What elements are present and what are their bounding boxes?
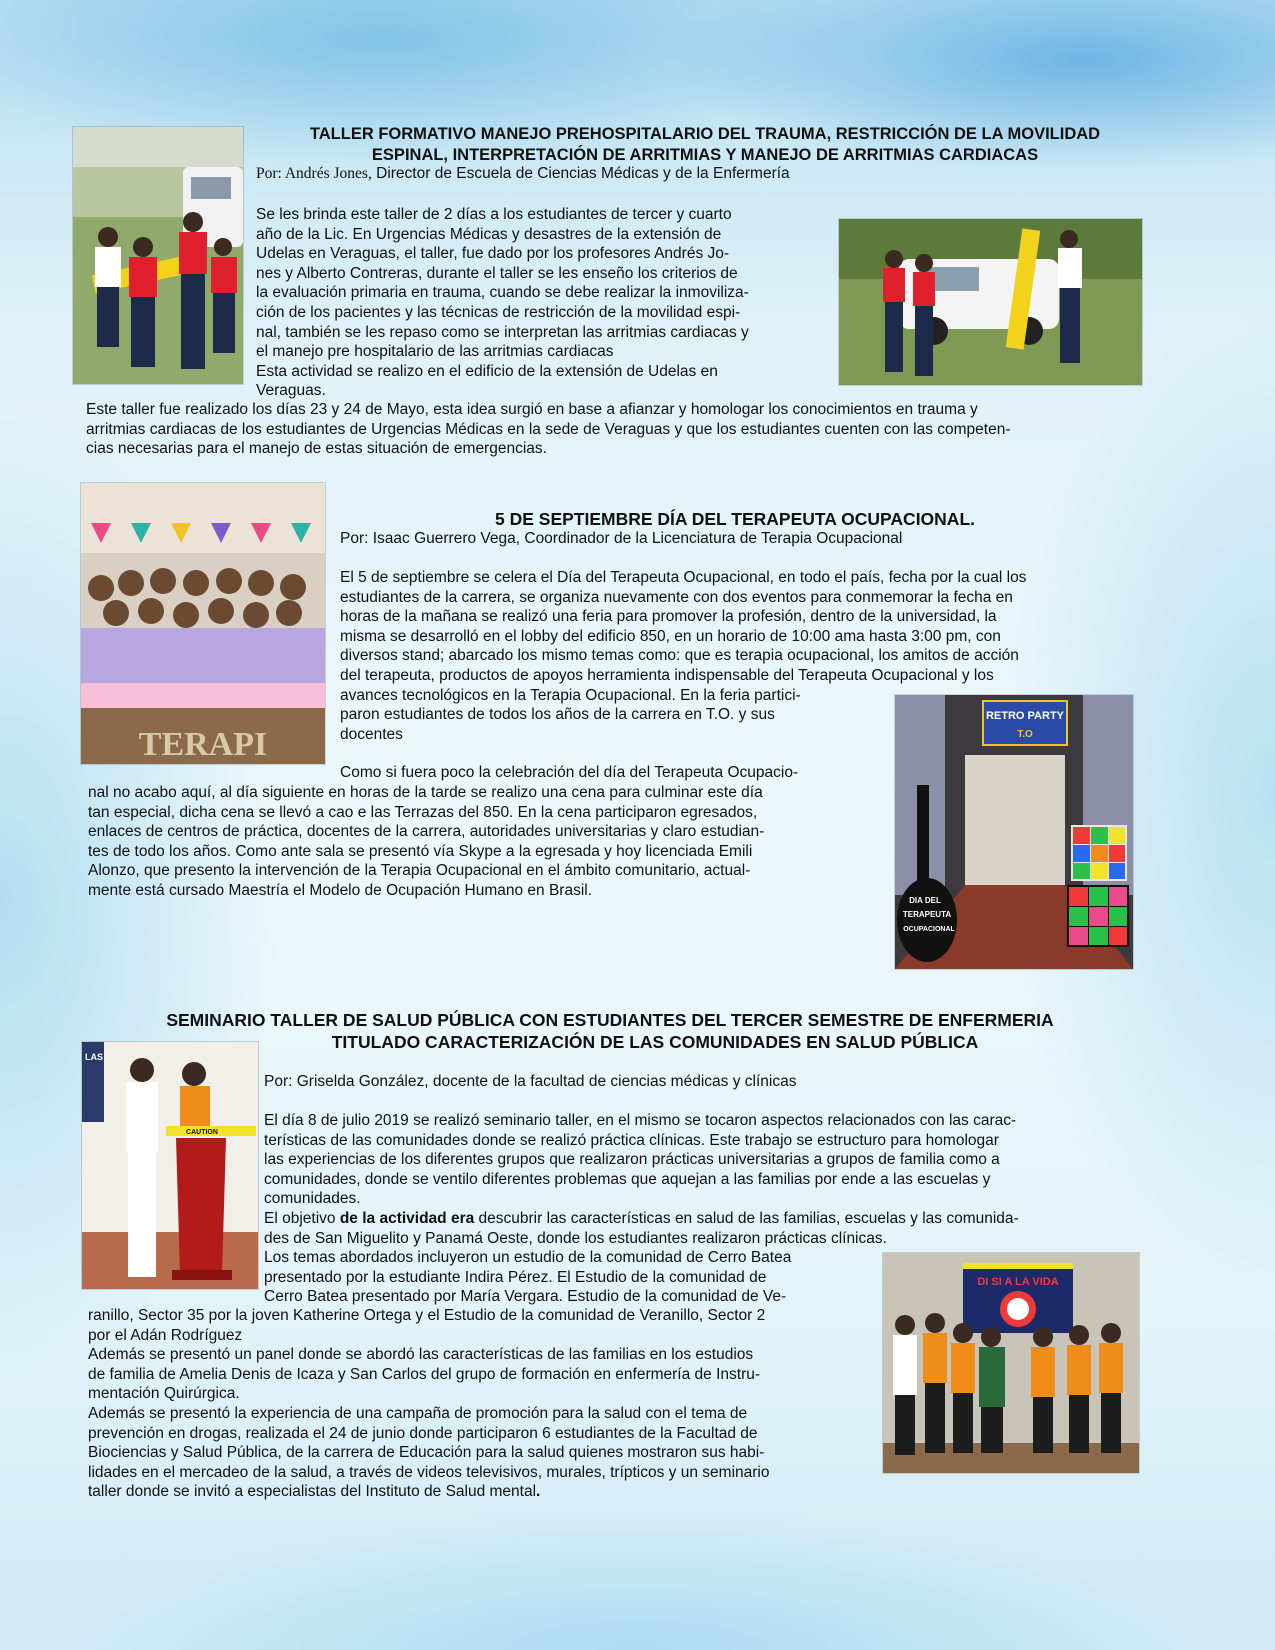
article1-paragraph-1 — [256, 205, 824, 401]
text-line: Además se presentó la experiencia de una campaña de promoción para la salud con el tema de — [88, 1404, 748, 1422]
text-line: ranillo, Sector 35 por la joven Katherine Ortega y el Estudio de la comunidad de Veranillo, Sector 2 — [88, 1307, 766, 1324]
photo-banner-text: TERAPI — [138, 726, 268, 763]
article1-title-line1: TALLER FORMATIVO MANEJO PREHOSPITALARIO DEL TRAUMA, RESTRICCIÓN DE LA MOVILIDAD — [309, 125, 1101, 143]
article1-byline-author: Por: Andrés Jones, — [256, 165, 372, 182]
text-line: comunidades. — [264, 1190, 361, 1208]
photo-retro-party-hall — [894, 694, 1134, 970]
article3-paragraph-2-top — [264, 1248, 876, 1307]
text-line: Los temas abordados incluyeron un estudio de la comunidad de Cerro Batea — [264, 1249, 792, 1266]
text-line: tan especial, dicha cena se llevó a cao e las Terrazas del 850. En la cena participaron egresados, — [88, 803, 758, 821]
text-line: Además se presentó un panel donde se abordó las características de las familias en los estudios — [88, 1346, 754, 1364]
text-line: des de San Miguelito y Panamá Oeste, donde los estudiantes realizaron prácticas clínicas. — [264, 1229, 887, 1247]
text-line: diversos stand; abarcado los mismo temas como: que es terapia ocupacional, los amitos de acción — [340, 647, 1019, 665]
text-line: terísticas de las comunidades donde se realizó práctica clínicas. Este trabajo se estructuro para homologar — [264, 1131, 999, 1149]
text-line: nal no acabo aquí, al día siguiente en horas de la tarde se realizo una cena para culminar este día — [88, 784, 763, 801]
text-line: horas de la mañana se realizó una feria para promover la profesión, dentro de la universidad, la — [340, 608, 997, 626]
text-line: Veraguas. — [256, 382, 326, 400]
text-line: El día 8 de julio 2019 se realizó seminario taller, en el mismo se tocaron aspectos relacionados con las carac- — [264, 1112, 1017, 1129]
objective-suffix: descubrir las características en salud de las familias, escuelas y las comunida- — [474, 1209, 1019, 1227]
article1-byline — [256, 164, 956, 184]
photo-wall-text: LAS — [85, 1052, 103, 1062]
article3-paragraph-1 — [264, 1111, 1134, 1248]
objective-bold: de la actividad era — [339, 1209, 475, 1227]
photo-sign-text: RETRO PARTY — [985, 710, 1065, 722]
text-line: nal, también se les repaso como se interpretan las arritmias cardiacas y — [256, 323, 749, 341]
text-line: Como si fuera poco la celebración del día del Terapeuta Ocupacio- — [340, 764, 799, 781]
photo-caution-tape: CAUTION — [186, 1129, 218, 1136]
photo-mural-text: DI SI A LA VIDA — [977, 1276, 1059, 1288]
article3-paragraph-2 — [88, 1306, 876, 1502]
photo-trauma-stretcher — [72, 126, 244, 385]
article2-byline: Por: Isaac Guerrero Vega, Coordinador de la Licenciatura de Terapia Ocupacional — [340, 530, 903, 547]
photo-guitar-line2: TERAPEUTA — [902, 910, 952, 919]
photo-sign-sub: T.O — [1017, 729, 1033, 740]
article2-title: 5 DE SEPTIEMBRE DÍA DEL TERAPEUTA OCUPACIONAL. — [495, 509, 975, 529]
article3-title-line2: TITULADO CARACTERIZACIÓN DE LAS COMUNIDADES EN SALUD PÚBLICA — [331, 1032, 979, 1052]
objective-prefix: El objetivo — [264, 1209, 340, 1227]
photo-trauma-car-extraction — [838, 218, 1143, 386]
photo-guitar-line3: OCUPACIONAL — [903, 926, 955, 933]
text-line: el manejo pre hospitalario de las arritmias cardiacas — [256, 343, 614, 361]
text-line: comunidades, donde se ventilo diferentes problemas que aquejan a las familias por ende a las escuelas y — [264, 1170, 991, 1188]
text-line: las experiencias de los diferentes grupos que realizaron prácticas universitarias a grupos de familia como a — [264, 1151, 1000, 1169]
text-line: año de la Lic. En Urgencias Médicas y desastres de la extensión de — [256, 225, 722, 243]
article1-byline-role: Director de Escuela de Ciencias Médicas y de la Enfermería — [371, 165, 790, 182]
text-line: enlaces de centros de práctica, docentes de la carrera, autoridades universitarias y claro estudian- — [88, 823, 765, 841]
last-line-dot: . — [536, 1483, 541, 1501]
text-line: avances tecnológicos en la Terapia Ocupacional. En la feria partici- — [340, 686, 801, 704]
text-line: Se les brinda este taller de 2 días a los estudiantes de tercer y cuarto — [256, 206, 732, 223]
photo-seminar-podium — [81, 1041, 259, 1290]
photo-health-campaign-group — [882, 1252, 1140, 1474]
text-line: prevención en drogas, realizada el 24 de junio donde participaron 6 estudiantes de la Facultad de — [88, 1424, 758, 1442]
article1-title — [250, 124, 1160, 166]
text-line: Este taller fue realizado los días 23 y 24 de Mayo, esta idea surgió en base a afianzar y homologar los conocimientos en trauma y — [86, 401, 978, 418]
article2-paragraph-2 — [88, 783, 880, 901]
text-line: la evaluación primaria en trauma, cuando se debe realizar la inmoviliza- — [256, 284, 749, 302]
article1-title-line2: ESPINAL, INTERPRETACIÓN DE ARRITMIAS Y MANEJO DE ARRITMIAS CARDIACAS — [371, 146, 1039, 164]
photo-guitar-line1: DIA DEL — [909, 896, 941, 905]
article3-byline: Por: Griselda González, docente de la facultad de ciencias médicas y clínicas — [264, 1073, 797, 1090]
text-line: presentado por la estudiante Indira Pérez. El Estudio de la comunidad de — [264, 1268, 767, 1286]
text-line — [88, 1482, 876, 1502]
photo-therapy-group — [80, 482, 326, 765]
text-line: por el Adán Rodríguez — [88, 1326, 243, 1344]
text-line: paron estudiantes de todos los años de la carrera en T.O. y sus — [340, 706, 775, 724]
text-line — [264, 1209, 1134, 1229]
text-line: docentes — [340, 725, 403, 743]
text-line: nes y Alberto Contreras, durante el taller se les enseño los criterios de — [256, 264, 738, 282]
text-line: El 5 de septiembre se celera el Día del Terapeuta Ocupacional, en todo el país, fecha por la cual los — [340, 569, 1027, 586]
text-line: arritmias cardiacas de los estudiantes de Urgencias Médicas en la sede de Veraguas y que los estudiantes cuenten con las competen- — [86, 420, 1011, 438]
text-line: Cerro Batea presentado por María Vergara. Estudio de la comunidad de Ve- — [264, 1288, 787, 1306]
text-line: mentación Quirúrgica. — [88, 1385, 240, 1403]
last-line-text: taller donde se invitó a especialistas del Instituto de Salud mental — [88, 1483, 537, 1501]
text-line: misma se desarrolló en el lobby del edificio 850, en un horario de 10:00 ama hasta 3:00 pm, con — [340, 627, 1001, 645]
article3-title-line1: SEMINARIO TALLER DE SALUD PÚBLICA CON ESTUDIANTES DEL TERCER SEMESTRE DE ENFERMERIA — [166, 1010, 1054, 1030]
text-line: cias necesarias para el manejo de estas situación de emergencias. — [86, 440, 547, 458]
text-line: mente está cursado Maestría el Modelo de Ocupación Humano en Brasil. — [88, 881, 593, 899]
text-line: estudiantes de la carrera, se organiza nuevamente con dos eventos para conmemorar la fecha en — [340, 588, 1013, 606]
text-line: Biociencias y Salud Pública, de la carrera de Educación para la salud quienes mostraron sus habi- — [88, 1444, 765, 1462]
text-line: de familia de Amelia Denis de Icaza y San Carlos del grupo de formación en enfermería de Instru- — [88, 1365, 761, 1383]
text-line: ción de los pacientes y las técnicas de restricción de la movilidad espi- — [256, 303, 741, 321]
text-line: tes de todo los años. Como ante sala se presentó vía Skype a la egresada y hoy licenciada Emili — [88, 842, 753, 860]
text-line: Udelas en Veraguas, el taller, fue dado por los profesores Andrés Jo- — [256, 245, 730, 263]
article1-paragraph-2 — [86, 400, 1154, 459]
text-line: Alonzo, que presento la intervención de la Terapia Ocupacional en el ámbito comunitario, actual- — [88, 862, 751, 880]
text-line: lidades en el mercadeo de la salud, a través de videos televisivos, murales, trípticos y un seminario — [88, 1463, 770, 1481]
text-line: Esta actividad se realizo en el edificio de la extensión de Udelas en — [256, 362, 718, 380]
article2-paragraph-2-lead — [340, 763, 880, 783]
text-line: del terapeuta, productos de apoyos herramienta indispensable del Terapeuta Ocupacional y los — [340, 666, 994, 684]
